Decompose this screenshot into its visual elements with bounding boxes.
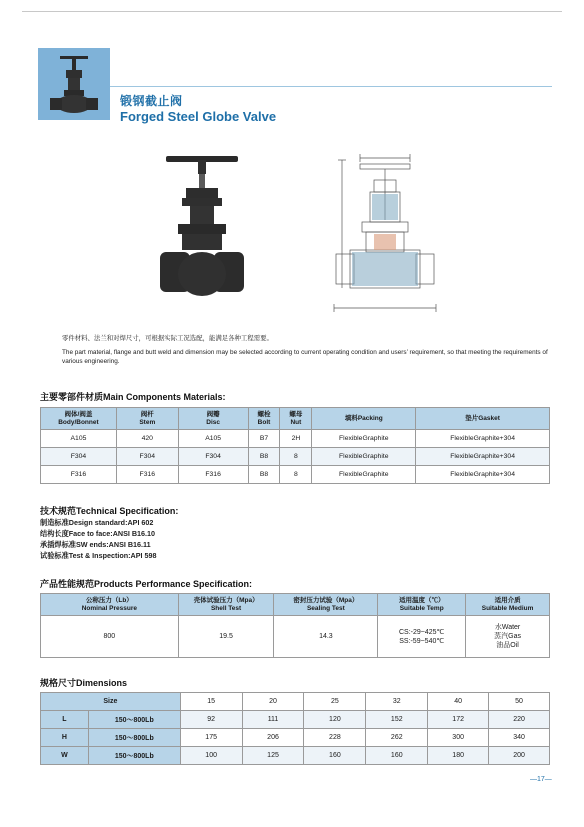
title-en: Forged Steel Globe Valve bbox=[120, 109, 277, 124]
top-rule bbox=[22, 11, 562, 12]
table-row bbox=[41, 616, 550, 658]
size-cell: 25 bbox=[304, 693, 366, 711]
cell: F304 bbox=[116, 448, 178, 466]
performance-header-row bbox=[41, 594, 550, 616]
note-en: The part material, flange and butt weld and dimension may be selected according to current operating condition and users’ requirement, so that meeting the requirements of various engineering. bbox=[62, 349, 548, 365]
nominal-pressure-cell: 800 bbox=[41, 616, 179, 658]
cell: 100 bbox=[180, 747, 242, 765]
cell: F304 bbox=[41, 448, 117, 466]
spec-face-to-face: 结构长度Face to face:ANSI B16.10 bbox=[40, 529, 156, 538]
table-row bbox=[41, 729, 550, 747]
spec-design-standard: 制造标准Design standard:API 602 bbox=[40, 518, 154, 527]
size-cell: 20 bbox=[242, 693, 304, 711]
cell: FlexibleGraphite bbox=[312, 448, 416, 466]
cell: 300 bbox=[428, 729, 489, 747]
materials-header-cell: 垫片Gasket bbox=[416, 408, 550, 430]
performance-header-cell: 公称压力（Lb） Nominal Pressure bbox=[41, 594, 179, 616]
cell: 152 bbox=[366, 711, 428, 729]
suitable-medium-cell: 水Water 蒸汽Gas 油品Oil bbox=[466, 616, 550, 658]
cell: 111 bbox=[242, 711, 304, 729]
cell: FlexibleGraphite+304 bbox=[416, 430, 550, 448]
performance-title: 产品性能规范Products Performance Specification: bbox=[40, 579, 253, 589]
cell: 180 bbox=[428, 747, 489, 765]
performance-header-cell: 密封压力试验（Mpa） Sealing Test bbox=[274, 594, 378, 616]
dimensions-title: 规格尺寸Dimensions bbox=[40, 678, 128, 688]
cell: F304 bbox=[178, 448, 248, 466]
performance-table bbox=[40, 593, 550, 658]
row-label: H bbox=[41, 729, 89, 747]
cell: A105 bbox=[41, 430, 117, 448]
sealing-test-cell: 14.3 bbox=[274, 616, 378, 658]
row-label: L bbox=[41, 711, 89, 729]
shell-test-cell: 19.5 bbox=[178, 616, 274, 658]
materials-header-row bbox=[41, 408, 550, 430]
cell: 120 bbox=[304, 711, 366, 729]
valve-product-photo bbox=[152, 148, 252, 308]
row-range: 150～800Lb bbox=[88, 711, 180, 729]
spec-test-inspection: 试验标准Test & Inspection:API 598 bbox=[40, 551, 157, 560]
suitable-temp-cell: CS:-29~425℃ SS:-59~540℃ bbox=[378, 616, 466, 658]
row-range: 150～800Lb bbox=[88, 747, 180, 765]
materials-header-cell: 阀杆 Stem bbox=[116, 408, 178, 430]
materials-header-cell: 阀瓣 Disc bbox=[178, 408, 248, 430]
table-row bbox=[41, 747, 550, 765]
cell: 206 bbox=[242, 729, 304, 747]
table-row bbox=[41, 430, 550, 448]
cell: F316 bbox=[41, 466, 117, 484]
size-cell: 32 bbox=[366, 693, 428, 711]
table-row bbox=[41, 711, 550, 729]
header-rule bbox=[110, 86, 552, 87]
cell: FlexibleGraphite bbox=[312, 430, 416, 448]
size-cell: 40 bbox=[428, 693, 489, 711]
table-row bbox=[41, 466, 550, 484]
materials-header-cell: 螺栓 Bolt bbox=[248, 408, 280, 430]
cell: 420 bbox=[116, 430, 178, 448]
materials-header-cell: 螺母 Nut bbox=[280, 408, 312, 430]
materials-header-cell: 填料Packing bbox=[312, 408, 416, 430]
row-label: W bbox=[41, 747, 89, 765]
cell: 172 bbox=[428, 711, 489, 729]
spec-sw-ends: 承插焊标准SW ends:ANSI B16.11 bbox=[40, 540, 151, 549]
cell: 160 bbox=[304, 747, 366, 765]
cell: 125 bbox=[242, 747, 304, 765]
cell: 262 bbox=[366, 729, 428, 747]
row-range: 150～800Lb bbox=[88, 729, 180, 747]
cell: 2H bbox=[280, 430, 312, 448]
cell: A105 bbox=[178, 430, 248, 448]
cell: 340 bbox=[489, 729, 550, 747]
valve-section-drawing bbox=[330, 150, 440, 320]
dimensions-header-row bbox=[41, 693, 550, 711]
size-cell: 50 bbox=[489, 693, 550, 711]
dimensions-table bbox=[40, 692, 550, 765]
cell: 8 bbox=[280, 466, 312, 484]
materials-table bbox=[40, 407, 550, 484]
cell: F316 bbox=[116, 466, 178, 484]
materials-title: 主要零部件材质Main Components Materials: bbox=[40, 392, 226, 402]
cell: 8 bbox=[280, 448, 312, 466]
title-cn: 锻钢截止阀 bbox=[120, 94, 183, 108]
note-cn: 零件材料、法兰和对焊尺寸，可根据实际工况选配，能满足各种工程需要。 bbox=[62, 335, 273, 342]
size-label: Size bbox=[41, 693, 181, 711]
cell: 228 bbox=[304, 729, 366, 747]
cell: B8 bbox=[248, 448, 280, 466]
technical-title: 技术规范Technical Specification: bbox=[40, 506, 179, 516]
cell: 175 bbox=[180, 729, 242, 747]
cell: B7 bbox=[248, 430, 280, 448]
cell: 160 bbox=[366, 747, 428, 765]
table-row bbox=[41, 448, 550, 466]
cell: FlexibleGraphite bbox=[312, 466, 416, 484]
cell: F316 bbox=[178, 466, 248, 484]
performance-header-cell: 适用温度（℃） Suitable Temp bbox=[378, 594, 466, 616]
cell: FlexibleGraphite+304 bbox=[416, 466, 550, 484]
performance-header-cell: 适用介质 Suitable Medium bbox=[466, 594, 550, 616]
cell: 220 bbox=[489, 711, 550, 729]
materials-header-cell: 阀体/阀盖 Body/Bonnet bbox=[41, 408, 117, 430]
page-number: —17— bbox=[530, 776, 552, 783]
cell: FlexibleGraphite+304 bbox=[416, 448, 550, 466]
header-valve-thumbnail bbox=[38, 48, 110, 120]
cell: 92 bbox=[180, 711, 242, 729]
cell: B8 bbox=[248, 466, 280, 484]
performance-header-cell: 壳体试验压力（Mpa） Shell Test bbox=[178, 594, 274, 616]
cell: 200 bbox=[489, 747, 550, 765]
size-cell: 15 bbox=[180, 693, 242, 711]
